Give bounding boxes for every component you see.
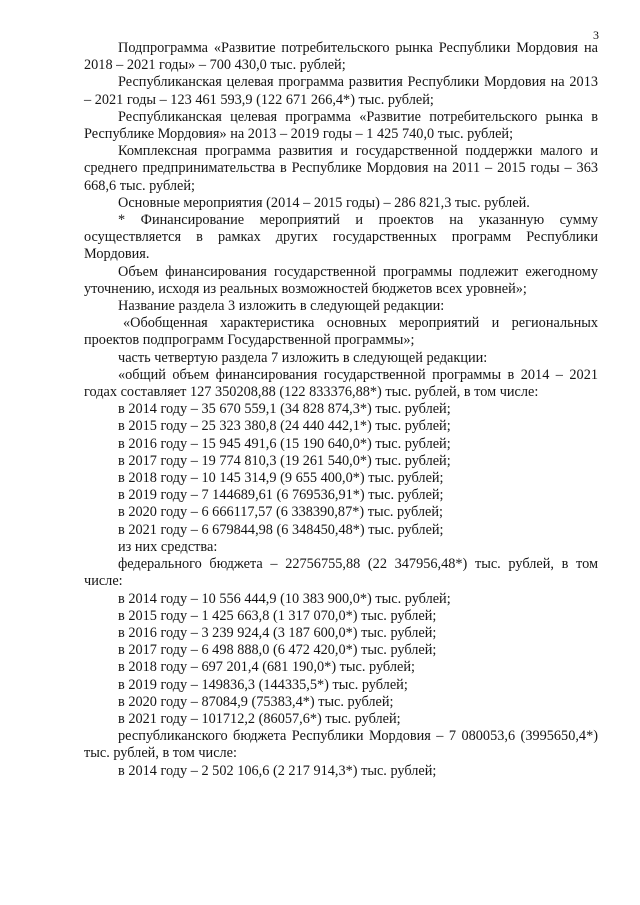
- paragraph-republic-budget: республиканского бюджета Республики Мордовия – 7 080053,6 (3995650,4*) тыс. рублей, в том числе:: [84, 728, 598, 762]
- list-item: в 2018 году – 697 201,4 (681 190,0*) тыс. рублей;: [118, 659, 415, 676]
- list-item: в 2020 году – 6 666117,57 (6 338390,87*) тыс. рублей;: [118, 504, 444, 521]
- list-item: в 2017 году – 6 498 888,0 (6 472 420,0*) тыс. рублей;: [118, 642, 437, 659]
- paragraph-development-program: Республиканская целевая программа развития Республики Мордовия на 2013 – 2021 годы – 123 461 593,9 (122 671 266,4*) тыс. рублей;: [84, 74, 598, 108]
- paragraph-consumer-market-program: Республиканская целевая программа «Развитие потребительского рынка в Республике Мордовия» на 2013 – 2019 годы – 1 425 740,0 тыс. рублей;: [84, 108, 598, 143]
- paragraph-section3-title: «Обобщенная характеристика основных мероприятий и региональных проектов подпрограмм Государственной программы»;: [84, 315, 598, 349]
- paragraph-federal-budget: федерального бюджета – 22756755,88 (22 347956,48*) тыс. рублей, в том числе:: [84, 556, 598, 590]
- paragraph-consumer-market: Подпрограмма «Развитие потребительского рынка Республики Мордовия на 2018 – 2021 годы» – 700 430,0 тыс. рублей;: [84, 40, 598, 74]
- paragraph-section7-intro: часть четвертую раздела 7 изложить в следующей редакции:: [118, 349, 488, 366]
- paragraph-footnote: * Финансирование мероприятий и проектов на указанную сумму осуществляется в рамках других государственных программ Республики Мордовия.: [84, 212, 598, 263]
- list-item: в 2016 году – 3 239 924,4 (3 187 600,0*) тыс. рублей;: [118, 624, 437, 641]
- paragraph-section3-intro: Название раздела 3 изложить в следующей редакции:: [118, 298, 445, 315]
- paragraph-main-activities: Основные мероприятия (2014 – 2015 годы) – 286 821,3 тыс. рублей.: [118, 194, 530, 211]
- paragraph-funding-note: Объем финансирования государственной программы подлежит ежегодному уточнению, исходя из реальных возможностей бюджетов всех уровней»;: [84, 263, 598, 297]
- paragraph-small-business-program: Комплексная программа развития и государственной поддержки малого и среднего предпринимательства в Республике Мордовия на 2011 – 2015 годы – 363 668,6 тыс. рублей;: [84, 143, 598, 194]
- list-item: в 2019 году – 7 144689,61 (6 769536,91*) тыс. рублей;: [118, 487, 444, 504]
- list-item: в 2020 году – 87084,9 (75383,4*) тыс. рублей;: [118, 693, 394, 710]
- list-item: в 2017 году – 19 774 810,3 (19 261 540,0*) тыс. рублей;: [118, 452, 451, 469]
- list-item: в 2018 году – 10 145 314,9 (9 655 400,0*) тыс. рублей;: [118, 470, 444, 487]
- list-item: в 2019 году – 149836,3 (144335,5*) тыс. рублей;: [118, 676, 408, 693]
- total-funding-list: [84, 401, 598, 556]
- list-item: в 2021 году – 6 679844,98 (6 348450,48*) тыс. рублей;: [118, 521, 444, 538]
- list-item: в 2014 году – 2 502 106,6 (2 217 914,3*) тыс. рублей;: [118, 762, 437, 779]
- of-them-label: из них средства:: [118, 538, 218, 555]
- list-item: в 2014 году – 10 556 444,9 (10 383 900,0*) тыс. рублей;: [118, 590, 451, 607]
- list-item: в 2015 году – 1 425 663,8 (1 317 070,0*) тыс. рублей;: [118, 607, 437, 624]
- list-item: в 2021 году – 101712,2 (86057,6*) тыс. рублей;: [118, 710, 401, 727]
- list-item: в 2014 году – 35 670 559,1 (34 828 874,3*) тыс. рублей;: [118, 401, 451, 418]
- list-item: в 2016 году – 15 945 491,6 (15 190 640,0*) тыс. рублей;: [118, 435, 451, 452]
- republic-funding-list: [84, 763, 598, 780]
- list-item: в 2015 году – 25 323 380,8 (24 440 442,1*) тыс. рублей;: [118, 418, 451, 435]
- page-number: 3: [593, 28, 599, 42]
- federal-funding-list: [84, 591, 598, 729]
- paragraph-total-funding: «общий объем финансирования государственной программы в 2014 – 2021 годах составляет 127 350208,88 (122 833376,88*) тыс. рублей, в том числе:: [84, 366, 598, 401]
